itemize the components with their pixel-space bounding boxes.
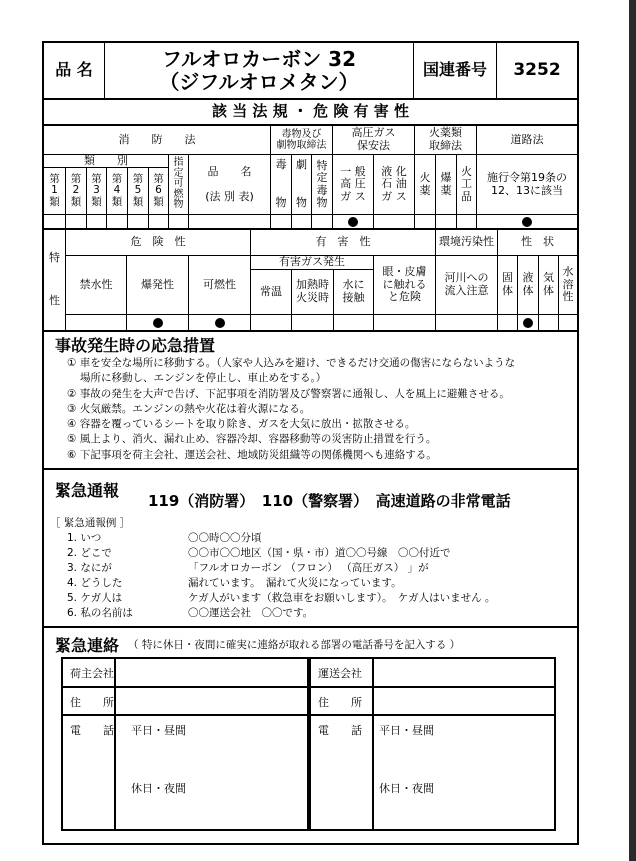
un-number: 3252: [496, 41, 579, 99]
section-divider-1: [42, 330, 579, 332]
regulation-title: 該 当 法 規 ・ 危 険 有 害 性: [42, 98, 579, 126]
class-col-1-char: 類: [49, 195, 60, 208]
kasen-header: [435, 255, 498, 315]
shitei-c1: 指: [173, 157, 184, 169]
doku-c2b: 物: [296, 196, 307, 210]
law-mark-cell-class3: [86, 214, 107, 229]
law-kayaku-line2: 取締法: [429, 139, 462, 152]
center-line: [307, 657, 309, 831]
law-kayaku: [414, 125, 477, 155]
class-col-6: [148, 167, 169, 215]
shipper-address-label: 住 所: [70, 696, 114, 709]
law-mark-cell-shitei: [168, 214, 189, 229]
law-dokubutsu-line1: 毒物及び: [281, 128, 322, 140]
hazard-mark-cell-kasen: [435, 314, 498, 331]
carrier-table: [309, 657, 556, 831]
shipper-label: 荷主会社: [70, 667, 114, 680]
un-number-label: 国連番号: [413, 41, 497, 99]
shitei-c4: 燃: [173, 188, 184, 200]
law-mark-cell-dokubutsu: [270, 214, 292, 229]
kinsui-header: 禁水性: [65, 255, 127, 315]
doro-text: [476, 154, 579, 215]
jounn-header: 常温: [250, 269, 292, 315]
kayaku-c1b: 薬: [419, 183, 431, 197]
class-col-1-char: 第: [49, 172, 60, 185]
ekitai-c2: 体: [522, 284, 534, 297]
class-col-2: [65, 167, 87, 215]
hinmei-header: [188, 154, 271, 215]
class-col-5-char: 類: [132, 195, 144, 208]
gas-col-lpg: [373, 154, 415, 215]
class-col-5: [127, 167, 149, 215]
class-col-5-char: 第: [132, 172, 144, 185]
carrier-col-line: [372, 657, 374, 831]
bakuhatsu-header: 爆発性: [126, 255, 189, 315]
hazard-mark-cell-kanetsu: [291, 314, 334, 331]
law-mark-cell-class4: [106, 214, 128, 229]
suiyou-c2: 溶: [562, 277, 574, 291]
doku-c3d: 物: [316, 195, 328, 209]
doku-c3b: 定: [316, 171, 328, 185]
shipper-phone-label: 電 話: [70, 724, 114, 737]
kayaku-c3a: 火: [461, 164, 472, 178]
carrier-phone-label: 電 話: [318, 724, 362, 737]
kitai-header: [538, 255, 559, 315]
shitei-c2: 定: [173, 167, 184, 179]
law-mark-cell-bakuyaku: [435, 214, 457, 229]
applicable-mark-icon: [523, 318, 533, 328]
report-question: 4. どうした: [67, 577, 123, 589]
vertical-scrollbar[interactable]: [629, 0, 636, 861]
gas-c2a: 液 化: [381, 164, 407, 178]
class-col-1: [42, 167, 66, 215]
kitai-c1: 気: [543, 271, 554, 285]
shitei-c3: 可: [173, 178, 184, 190]
hazard-mark-cell-ekitai: [517, 314, 539, 331]
class-col-2-char: 2: [72, 184, 80, 197]
section-divider-3: [42, 626, 579, 628]
law-mark-cell-class6: [148, 214, 169, 229]
doku-col-gekibutsu: [291, 154, 312, 215]
class-col-4-char: 類: [111, 195, 123, 208]
ekitai-header: [517, 255, 539, 315]
kayaku-c1a: 火: [419, 170, 431, 184]
contact-title: 緊急連絡: [55, 636, 120, 655]
class-col-6-char: 第: [153, 172, 164, 185]
ruibetsu-header: 類 別: [42, 154, 169, 168]
yugai-header: 有 害 性: [250, 228, 436, 256]
hazard-mark-cell-jounn: [250, 314, 292, 331]
product-name-line2: （ジフルオロメタン）: [159, 69, 359, 94]
kotai-c1: 固: [502, 271, 513, 285]
law-mark-cell-class2: [65, 214, 87, 229]
measures-title: 事故発生時の応急措置: [55, 336, 216, 355]
shitei-c5: 物: [173, 199, 184, 211]
hazard-mark-cell-mizu: [333, 314, 374, 331]
measure-item: ② 事故の発生を大声で告げ、下記事項を消防署及び警察署に通報し、人を風上に避難させる。: [67, 387, 510, 400]
mizu-line2: 接触: [342, 291, 365, 304]
mizu-header: [333, 269, 374, 315]
ekitai-c1: 液: [522, 271, 534, 285]
gas-c1b: 高 圧: [340, 177, 366, 191]
kayaku-c3c: 品: [461, 189, 472, 203]
doku-c1a: 毒: [275, 158, 287, 171]
kayaku-col-bakuyaku: [435, 154, 457, 215]
gas-col-ippan: [332, 154, 374, 215]
law-mark-cell-hinmei: [188, 214, 271, 229]
hazard-mark-cell-me_hifu: [373, 314, 436, 331]
measure-item: 場所に移動し、エンジンを停止し、車止めをする。）: [80, 372, 327, 385]
hazard-mark-cell-suiyou: [558, 314, 579, 331]
carrier-label: 運送会社: [318, 667, 362, 680]
carrier-holiday-label: 休日・夜間: [379, 782, 434, 795]
law-dokubutsu: [270, 125, 333, 155]
hazard-mark-cell-kinsui: [65, 314, 127, 331]
law-mark-cell-ippan_koatsu_gas: [332, 214, 374, 229]
kankyo-header: 環境汚染性: [435, 228, 498, 256]
law-doro: 道路法: [476, 125, 579, 155]
class-col-3-char: 類: [91, 195, 102, 208]
report-question: 1. いつ: [67, 532, 102, 544]
kotai-c2: 体: [502, 284, 513, 297]
measure-item: ① 車を安全な場所に移動する。（人家や人込みを避け、できるだけ交通の傷害にならないような: [67, 357, 516, 369]
law-mark-cell-kakohin: [456, 214, 477, 229]
doku-c3a: 特: [316, 159, 328, 173]
class-col-2-char: 類: [70, 195, 82, 208]
carrier-address-label: 住 所: [318, 696, 362, 709]
class-col-4: [106, 167, 128, 215]
contact-row-line-1: [61, 686, 556, 688]
law-mark-cell-class1: [42, 214, 66, 229]
gas-c1a: 一 般: [340, 164, 366, 178]
law-mark-cell-class5: [127, 214, 149, 229]
applicable-mark-icon: [348, 217, 358, 227]
shipper-weekday-label: 平日・昼間: [131, 724, 186, 737]
shitei-kanen-header: [168, 154, 189, 215]
applicable-mark-icon: [153, 318, 163, 328]
class-col-6-char: 類: [153, 195, 164, 208]
law-kayaku-line1: 火薬類: [429, 126, 462, 140]
report-question: 6. 私の名前は: [67, 607, 133, 619]
tokusei-label: [42, 228, 66, 331]
law-koatsu: [332, 125, 415, 155]
hazard-mark-cell-kotai: [497, 314, 518, 331]
kasen-line2: 流入注意: [444, 284, 489, 297]
shipper-col-line: [114, 657, 116, 831]
me-hifu-line2: に触れる: [382, 277, 427, 291]
kitai-c2: 体: [543, 284, 554, 297]
measure-item: ④ 容器を覆っているシートを取り除き、ガスを大気に放出・拡散させる。: [67, 418, 416, 431]
contact-row-line-2: [61, 714, 556, 716]
me-hifu-line3: と危険: [388, 290, 421, 304]
kanen-header: 可燃性: [188, 255, 251, 315]
doku-c1b: 物: [275, 196, 287, 210]
law-mark-cell-gekibutsu: [291, 214, 312, 229]
mizu-line1: 水に: [342, 278, 365, 292]
gas-c2b: 石 油: [381, 177, 407, 191]
me-hifu-line1: 眼・皮膚: [382, 265, 427, 279]
measure-item: ③ 火気厳禁。エンジンの熱や火花は着火源になる。: [67, 402, 311, 415]
report-example-label: ［ 緊急通報例 ］: [50, 517, 131, 529]
report-answer: 漏れています。 漏れて火災になっています。: [188, 577, 402, 589]
shipper-table: [61, 657, 309, 831]
suiyou-c3: 性: [562, 290, 574, 304]
product-label: 品 名: [42, 41, 105, 99]
shipper-holiday-label: 休日・夜間: [131, 782, 186, 795]
report-question: 2. どこで: [67, 547, 112, 559]
doro-line1: 施行令第19条の: [487, 170, 567, 184]
kayaku-col-kakohin: [456, 154, 477, 215]
doku-col-tokutei: [311, 154, 333, 215]
report-answer: 〇〇運送会社 〇〇です。: [188, 607, 314, 619]
doku-col-dokubutsu: [270, 154, 292, 215]
measures-list: [67, 356, 515, 463]
report-question: 3. なにが: [67, 562, 112, 574]
class-col-3-char: 3: [93, 184, 100, 197]
carrier-weekday-label: 平日・昼間: [379, 724, 434, 737]
measure-item: ⑥ 下記事項を荷主会社、運送会社、地域防災組織等の関係機関へも連絡する。: [67, 448, 437, 461]
tokusei-c2: 性: [49, 294, 60, 308]
report-answer: 〇〇市〇〇地区（国・県・市）道〇〇号線 〇〇付近で: [188, 547, 451, 559]
report-answer: 「フルオロカーボン （フロン） （高圧ガス） 」が: [188, 562, 429, 574]
doku-c2a: 劇: [296, 158, 307, 171]
applicable-mark-icon: [522, 217, 532, 227]
hazard-mark-cell-bakuhatsu: [126, 314, 189, 331]
class-col-2-char: 第: [70, 172, 82, 185]
class-col-6-char: 6: [155, 184, 162, 197]
law-mark-cell-doro: [476, 214, 579, 229]
report-question: 5. ケガ人は: [67, 592, 123, 604]
report-numbers: 119（消防署） 110（警察署） 高速道路の非常電話: [148, 492, 511, 510]
law-mark-cell-kayaku: [414, 214, 436, 229]
hazard-mark-cell-kanen: [188, 314, 251, 331]
measure-item: ⑤ 風上より、消火、漏れ止め、容器冷却、容器移動等の災害防止措置を行う。: [67, 433, 437, 446]
hinmei-sub: (法 別 表): [205, 189, 254, 203]
report-title: 緊急通報: [55, 481, 120, 500]
doku-c3c: 毒: [316, 183, 328, 197]
hazard-mark-cell-kitai: [538, 314, 559, 331]
class-col-1-char: 1: [51, 184, 58, 197]
class-col-3: [86, 167, 107, 215]
kasen-line1: 河川への: [444, 271, 489, 285]
product-name: [104, 41, 414, 99]
kayaku-c2b: 薬: [440, 183, 452, 197]
doro-line2: 12、13に該当: [491, 183, 563, 197]
class-col-5-char: 5: [134, 184, 142, 197]
law-dokubutsu-line2: 劇物取締法: [276, 140, 327, 151]
law-mark-cell-lpg: [373, 214, 415, 229]
report-answer: 〇〇時〇〇分頃: [188, 532, 262, 544]
class-col-4-char: 第: [111, 172, 123, 185]
hinmei-title: 品 名: [207, 164, 252, 178]
product-name-line1: フルオロカーボン 32: [162, 46, 356, 71]
contact-note: （ 特に休日・夜間に確実に連絡が取れる部署の電話番号を記入する ）: [128, 639, 461, 651]
kayaku-c3b: 工: [461, 177, 472, 191]
gas-hassei-header: 有害ガス発生: [250, 255, 374, 270]
kanetsu-line1: 加熱時: [296, 278, 329, 292]
seijo-header: 性 状: [497, 228, 579, 256]
law-koatsu-line2: 保安法: [357, 139, 390, 152]
suiyou-c1: 水: [562, 265, 574, 279]
kanetsu-header: [291, 269, 334, 315]
law-koatsu-line1: 高圧ガス: [351, 126, 396, 140]
kayaku-c2a: 爆: [440, 170, 452, 184]
class-col-3-char: 第: [91, 172, 102, 185]
class-col-4-char: 4: [113, 184, 121, 197]
kiken-header: 危 険 性: [65, 228, 251, 256]
kayaku-col-kayaku: [414, 154, 436, 215]
kanetsu-line2: 火災時: [296, 291, 329, 304]
law-mark-cell-tokutei: [311, 214, 333, 229]
report-answer: ケガ人がいます（救急車をお願いします）。 ケガ人はいません 。: [188, 592, 496, 604]
section-divider-2: [42, 468, 579, 470]
me-hifu-header: [373, 255, 436, 315]
suiyou-header: [558, 255, 579, 315]
gas-c1c: ガ ス: [340, 189, 366, 203]
applicable-mark-icon: [215, 318, 225, 328]
law-shobo: 消 防 法: [42, 125, 271, 155]
tokusei-c1: 特: [49, 251, 60, 264]
kotai-header: [497, 255, 518, 315]
gas-c2c: ガ ス: [381, 189, 407, 203]
